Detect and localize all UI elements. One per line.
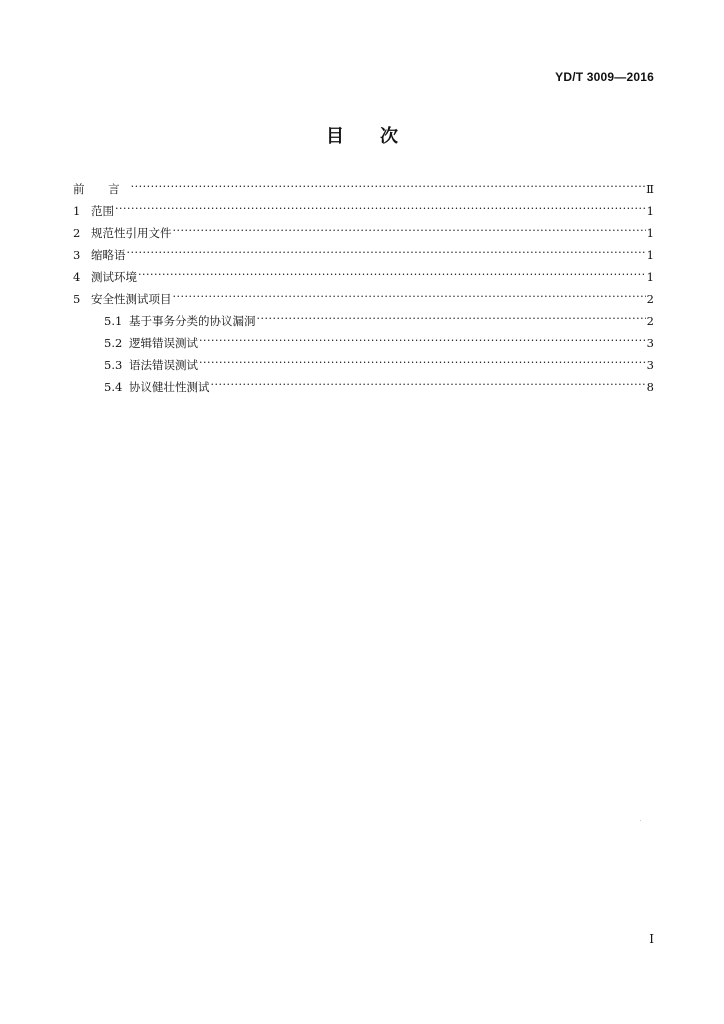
toc-entry-number: 5 (73, 292, 81, 306)
toc-entry-label: 测试环境 (91, 270, 137, 284)
toc-entry-number: 5.4 (104, 380, 123, 394)
toc-entry-label: 安全性测试项目 (91, 292, 172, 306)
toc-entry-page: 2 (646, 314, 654, 328)
toc-title (0, 122, 724, 148)
toc-leader-dots (199, 351, 646, 373)
toc-entry-robustness-test[interactable] (73, 376, 654, 398)
toc-entry-number: 3 (73, 248, 81, 262)
toc-leader-dots (127, 241, 646, 263)
toc-leader-dots (138, 263, 646, 285)
toc-entry-label: 缩略语 (91, 248, 126, 262)
toc-leader-dots (199, 329, 646, 351)
toc-entry-number: 5.2 (104, 336, 123, 350)
toc-entry-page: 8 (646, 380, 654, 394)
toc-title-char: 次 (380, 126, 398, 147)
toc-entry-page: 1 (646, 270, 654, 284)
toc-entry-page: 1 (646, 204, 654, 218)
toc-entry-label: 协议健壮性测试 (129, 380, 210, 394)
toc-entry-number: 1 (73, 204, 81, 218)
toc-entry-number: 5.1 (104, 314, 123, 328)
toc-entry-label: 逻辑错误测试 (129, 336, 198, 350)
toc-leader-dots (173, 219, 646, 241)
toc-leader-dots (211, 373, 646, 395)
document-code: YD/T 3009—2016 (555, 70, 654, 84)
toc-entry-page: Ⅱ (646, 182, 654, 196)
toc-leader-dots (257, 307, 646, 329)
toc-entry-label: 规范性引用文件 (91, 226, 172, 240)
toc-entry-label: 基于事务分类的协议漏洞 (129, 314, 256, 328)
toc-entry-label: 前 言 (73, 182, 130, 196)
toc-entry-page: 2 (646, 292, 654, 306)
table-of-contents (73, 178, 654, 398)
scan-speck (640, 820, 641, 821)
toc-entry-page: 3 (646, 336, 654, 350)
toc-entry-page: 1 (646, 226, 654, 240)
page-number: I (649, 932, 654, 946)
toc-entry-label: 范围 (91, 204, 114, 218)
toc-leader-dots (115, 197, 646, 219)
toc-leader-dots (173, 285, 646, 307)
toc-title-char: 目 (326, 126, 344, 147)
toc-entry-number: 5.3 (104, 358, 123, 372)
toc-entry-number: 4 (73, 270, 81, 284)
toc-entry-page: 3 (646, 358, 654, 372)
toc-leader-dots (131, 175, 646, 197)
toc-entry-number: 2 (73, 226, 81, 240)
toc-entry-page: 1 (646, 248, 654, 262)
toc-entry-label: 语法错误测试 (129, 358, 198, 372)
